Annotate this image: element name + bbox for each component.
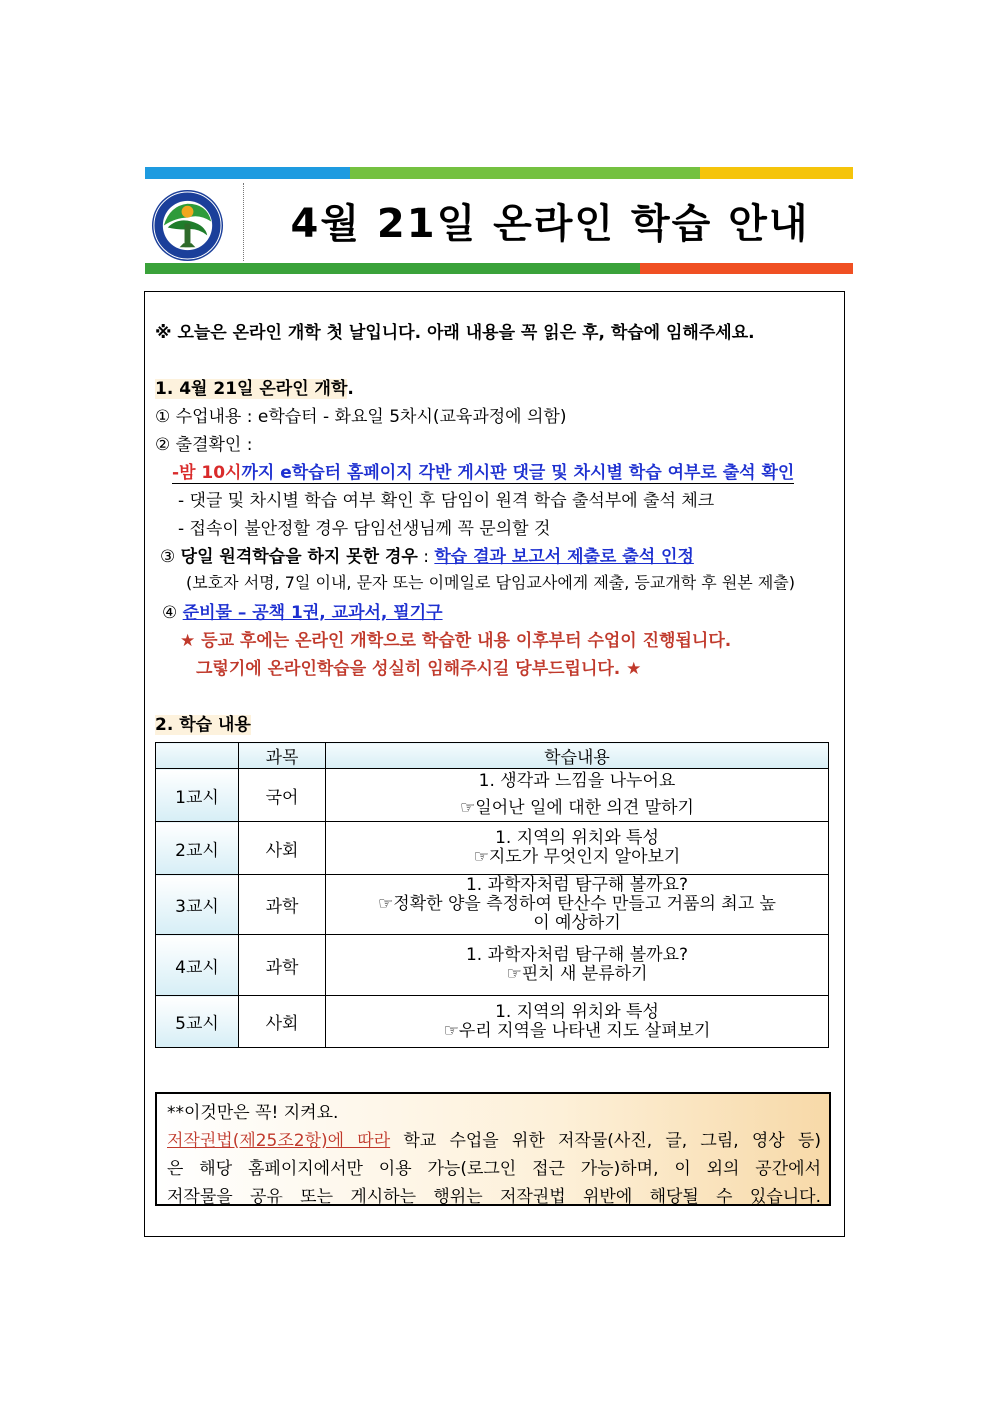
content-line-1: 1. 생각과 느낌을 나누어요 xyxy=(478,771,676,791)
period-cell: 5교시 xyxy=(156,996,239,1048)
header-bar-bottom-red xyxy=(640,263,853,274)
content-cell xyxy=(326,769,829,822)
attendance-dash: - xyxy=(172,463,180,483)
content-cell xyxy=(326,875,829,935)
section1-heading-dot: . xyxy=(347,379,354,399)
section1-item4 xyxy=(162,598,443,623)
period-cell: 2교시 xyxy=(156,822,239,875)
item3-result: 학습 결과 보고서 제출로 출석 인정 xyxy=(434,547,694,567)
content-line-3: 이 예상하기 xyxy=(533,913,621,933)
copyright-line-1 xyxy=(167,1126,821,1151)
section2-heading-text: 2. 학습 내용 xyxy=(155,715,251,735)
content-line-2: ☞지도가 무엇인지 알아보기 xyxy=(473,847,681,867)
content-cell xyxy=(326,935,829,996)
subject-cell: 사회 xyxy=(239,822,326,875)
item3-number: ③ xyxy=(160,547,176,567)
table-row xyxy=(156,935,829,996)
table-row xyxy=(156,996,829,1048)
star-note-1: ★ 등교 후에는 온라인 개학으로 학습한 내용 이후부터 수업이 진행됩니다. xyxy=(180,631,732,651)
section1-heading xyxy=(155,374,354,399)
subject-cell: 사회 xyxy=(239,996,326,1048)
section1-item3 xyxy=(160,542,694,567)
section1-item1: ① 수업내용 : e학습터 - 화요일 5차시(교육과정에 의함) xyxy=(155,407,567,427)
content-line-1: 1. 지역의 위치와 특성 xyxy=(495,1001,659,1022)
page-title: 4월 21일 온라인 학습 안내 xyxy=(290,201,810,247)
header-content: 학습내용 xyxy=(326,743,829,769)
content-line-2: ☞일어난 일에 대한 의견 말하기 xyxy=(460,798,694,818)
copyright-line-1-rest: 학교 수업을 위한 저작물(사진, 글, 그림, 영상 등) xyxy=(390,1131,821,1151)
content-line-1: 1. 지역의 위치와 특성 xyxy=(495,828,659,848)
section1-item2: ② 출결확인 : xyxy=(155,435,253,455)
content-line-1: 1. 과학자처럼 탐구해 볼까요? xyxy=(465,875,689,895)
copyright-notice-box xyxy=(155,1092,831,1206)
section1-heading-text: 1. 4월 21일 온라인 개학 xyxy=(155,379,348,399)
item3-colon: : xyxy=(417,547,435,567)
attendance-method: 까지 e학습터 홈페이지 각반 게시판 댓글 및 차시별 학습 여부로 출석 확인 xyxy=(241,463,795,483)
content-line-2: ☞핀치 새 분류하기 xyxy=(506,964,648,984)
item4-number: ④ xyxy=(162,603,178,623)
header-bar-blue xyxy=(145,167,350,179)
content-line-2: ☞정확한 양을 측정하여 탄산수 만들고 거품의 최고 높 xyxy=(378,894,776,914)
table-header-row xyxy=(156,743,829,769)
notice-text: ※ 오늘은 온라인 개학 첫 날입니다. 아래 내용을 꼭 읽은 후, 학습에 임해주세요. xyxy=(155,323,755,343)
subject-cell: 과학 xyxy=(239,875,326,935)
item3-condition: 당일 원격학습을 하지 못한 경우 xyxy=(180,547,418,567)
content-cell xyxy=(326,822,829,875)
period-cell: 3교시 xyxy=(156,875,239,935)
content-line-1: 1. 과학자처럼 탐구해 볼까요? xyxy=(465,945,689,965)
content-line-2: ☞우리 지역을 나타낸 지도 살펴보기 xyxy=(443,1020,711,1041)
copyright-title: **이것만은 꼭! 지켜요. xyxy=(167,1103,339,1123)
header-bar-yellow xyxy=(700,167,853,179)
copyright-line-3: 저작물을 공유 또는 게시하는 행위는 저작권법 위반에 해당될 수 있습니다. xyxy=(167,1187,821,1207)
subject-cell: 과학 xyxy=(239,935,326,996)
attendance-sub2: - 접속이 불안정할 경우 담임선생님께 꼭 문의할 것 xyxy=(178,519,551,539)
item3-note: (보호자 서명, 7일 이내, 문자 또는 이메일로 담임교사에게 제출, 등교개학 후 원본 제출) xyxy=(186,573,796,592)
header-separator xyxy=(243,183,245,261)
attendance-line xyxy=(172,458,794,484)
attendance-deadline: 밤 10시 xyxy=(179,463,242,483)
header-bar-bottom-green xyxy=(145,263,640,274)
subject-cell: 국어 xyxy=(239,769,326,822)
header-subject: 과목 xyxy=(239,743,326,769)
period-cell: 4교시 xyxy=(156,935,239,996)
schedule-table xyxy=(155,742,829,1048)
section2-heading xyxy=(155,710,251,735)
star-note-2: 그렇기에 온라인학습을 성실히 임해주시길 당부드립니다. ★ xyxy=(196,659,642,679)
table-row xyxy=(156,875,829,935)
period-cell: 1교시 xyxy=(156,769,239,822)
table-row xyxy=(156,769,829,822)
copyright-law-reference: 저작권법(제25조2항)에 따라 xyxy=(167,1131,391,1151)
school-logo xyxy=(150,188,225,263)
content-cell xyxy=(326,996,829,1048)
attendance-sub1: - 댓글 및 차시별 학습 여부 확인 후 담임이 원격 학습 출석부에 출석 체크 xyxy=(178,491,715,511)
table-row xyxy=(156,822,829,875)
copyright-line-2: 은 해당 홈페이지에서만 이용 가능(로그인 접근 가능)하며, 이 외의 공간에서 xyxy=(167,1159,821,1179)
item4-supplies: 준비물 – 공책 1권, 교과서, 필기구 xyxy=(182,603,443,623)
header-period xyxy=(156,743,239,769)
